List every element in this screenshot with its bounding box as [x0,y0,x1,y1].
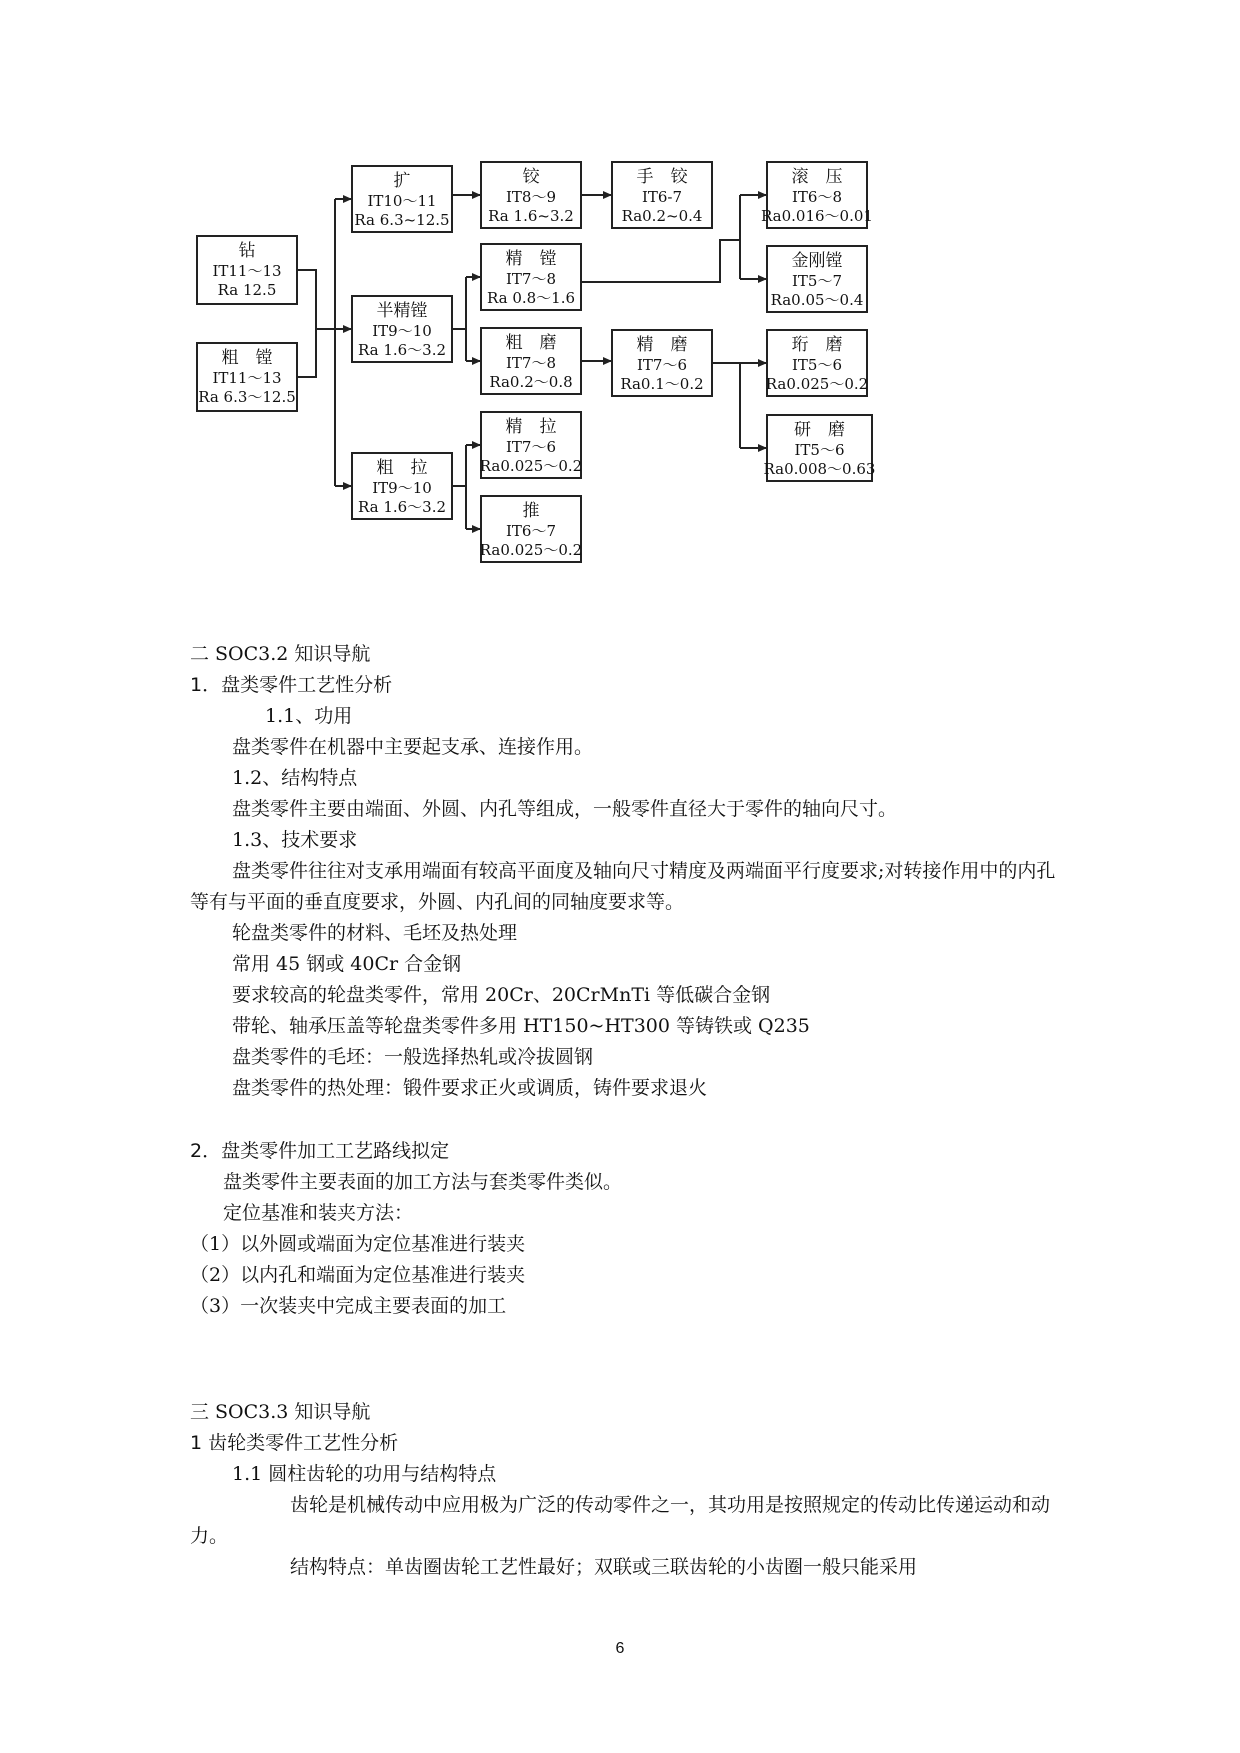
flow-node-spec: Ra0.2～0.8 [489,373,573,391]
section-3-1-title: 1 齿轮类零件工艺性分析 [190,1432,399,1454]
flow-node-jingtang [481,244,581,310]
flow-node-name: 扩 [393,171,411,191]
arrowhead [603,357,612,365]
arrowhead [343,195,352,203]
flow-node-spec: Ra0.05～0.4 [770,291,864,309]
flow-node-cula [352,453,452,519]
flow-node-spec: IT5～6 [794,441,845,459]
arrowhead [472,441,481,449]
flow-node-name: 粗 磨 [505,333,557,353]
flow-node-tui [480,496,582,562]
arrowhead [758,359,767,367]
arrowhead [758,275,767,283]
clamping-item-1: （1）以外圆或端面为定位基准进行装夹 [190,1233,526,1255]
flow-node-kuo [352,166,452,232]
section-2-1-3-text: 盘类零件往往对支承用端面有较高平面度及轴向尺寸精度及两端面平行度要求;对转接作用中的内孔等有与平面的垂直度要求，外圆、内孔间的同轴度要求等。 [190,860,1056,913]
arrowhead [603,191,612,199]
clamping-item-2: （2）以内孔和端面为定位基准进行装夹 [190,1264,526,1286]
flow-node-shoujiao [612,162,712,228]
materials-line-1: 常用 45 钢或 40Cr 合金钢 [232,953,462,975]
flow-node-spec: Ra0.008～0.63 [763,460,876,478]
materials-line-4: 盘类零件的毛坯：一般选择热轧或冷拔圆钢 [232,1046,594,1068]
flow-node-name: 粗 拉 [376,458,428,478]
materials-line-3: 带轮、轴承压盖等轮盘类零件多用 HT150~HT300 等铸铁或 Q235 [232,1015,810,1037]
flow-node-spec: IT7～6 [636,356,688,374]
flow-node-spec: Ra0.2~0.4 [621,207,703,225]
flow-node-spec: IT5～7 [791,272,843,290]
flow-node-banjingtang [352,296,452,362]
section-3-1-1-title: 1.1 圆柱齿轮的功用与结构特点 [232,1463,497,1485]
flow-node-spec: Ra 0.8～1.6 [486,289,576,307]
flow-node-spec: IT9～10 [372,479,432,497]
flow-node-spec: IT7～8 [505,354,557,372]
flow-node-hengmo [766,330,868,396]
flow-node-spec: IT8～9 [505,188,557,206]
flow-node-spec: IT6-7 [641,188,683,206]
clamping-item-3: （3）一次装夹中完成主要表面的加工 [190,1295,507,1317]
flow-node-jiao [481,162,581,228]
flow-node-spec: IT7～6 [505,438,557,456]
arrowhead [758,444,767,452]
section-2-2-text-1: 盘类零件主要表面的加工方法与套类零件类似。 [223,1171,623,1193]
flow-node-zuan [197,236,297,304]
flow-node-spec: IT7～8 [505,270,557,288]
flow-node-jingla [480,412,582,478]
flow-node-spec: IT11～13 [212,369,282,387]
page-number: 6 [615,1640,625,1657]
section-2-1-3-title: 1.3、技术要求 [232,829,358,851]
flow-node-spec: Ra 1.6～3.2 [357,341,447,359]
section-2-2-title: 2．盘类零件加工工艺路线拟定 [190,1140,450,1162]
flowchart-nodes [197,162,875,562]
flow-node-spec: Ra0.016～0.01 [761,207,873,225]
arrowhead [472,357,481,365]
section-3-heading: 三 SOC3.3 知识导航 [190,1401,371,1423]
arrowhead [472,191,481,199]
flow-node-spec: Ra0.1～0.2 [620,375,704,393]
flow-node-spec: Ra0.025～0.2 [479,541,583,559]
flow-node-name: 珩 磨 [791,335,843,355]
flow-node-spec: Ra 6.3～12.5 [198,388,296,406]
section-2-heading: 二 SOC3.2 知识导航 [190,643,371,665]
section-2-2-text-2: 定位基准和装夹方法： [223,1202,414,1224]
section-2-1-1-text: 盘类零件在机器中主要起支承、连接作用。 [232,736,594,758]
flow-node-gunya [761,162,873,228]
flow-node-name: 半精镗 [376,301,428,321]
flow-node-name: 滚 压 [791,167,843,187]
flow-node-yanmo [764,415,876,481]
flow-node-spec: IT9～10 [372,322,432,340]
arrowhead [758,191,767,199]
flow-node-jingmo [612,330,712,396]
flow-node-spec: Ra0.025～0.2 [479,457,583,475]
flow-node-name: 精 磨 [636,335,688,355]
flow-node-spec: IT11～13 [212,262,282,280]
flow-node-name: 铰 [522,167,540,187]
connector-inputs [297,270,316,377]
flow-node-name: 精 镗 [505,249,557,269]
arrowhead [472,273,481,281]
arrowhead [343,325,352,333]
flow-node-name: 金刚镗 [791,251,843,271]
section-3-1-1-text: 齿轮是机械传动中应用极为广泛的传动零件之一，其功用是按照规定的传动比传递运动和动力。 [190,1494,1051,1547]
section-2-1-title: 1．盘类零件工艺性分析 [190,674,393,696]
flow-node-spec: IT6～7 [505,522,557,540]
section-2-1-1-title: 1.1、功用 [265,705,353,727]
flow-node-cutang [197,343,297,411]
flow-node-name: 粗 镗 [221,348,273,368]
section-2-1-2-text: 盘类零件主要由端面、外圆、内孔等组成，一般零件直径大于零件的轴向尺寸。 [232,798,898,820]
flow-node-jingangtang [767,246,867,312]
flow-node-spec: IT6～8 [791,188,843,206]
flow-node-name: 研 磨 [794,420,845,440]
arrowhead [343,482,352,490]
materials-line-5: 盘类零件的热处理：锻件要求正火或调质，铸件要求退火 [232,1077,708,1099]
flow-node-spec: Ra 12.5 [217,281,277,299]
materials-line-2: 要求较高的轮盘类零件，常用 20Cr、20CrMnTi 等低碳合金钢 [232,984,771,1006]
flow-node-name: 精 拉 [505,417,557,437]
materials-heading: 轮盘类零件的材料、毛坯及热处理 [232,922,518,944]
section-2-1-2-title: 1.2、结构特点 [232,767,358,789]
flow-node-spec: Ra 6.3~12.5 [354,211,450,229]
connector-jingtang-out [581,240,740,282]
flow-node-name: 手 铰 [636,167,688,187]
flow-node-spec: IT10～11 [367,192,437,210]
flow-node-cumo [481,328,581,394]
flow-node-name: 推 [522,501,540,521]
arrowhead [472,525,481,533]
flow-node-spec: IT5～6 [791,356,843,374]
flow-node-name: 钻 [238,241,256,261]
flow-node-spec: Ra 1.6～3.2 [357,498,447,516]
flow-node-spec: Ra0.025～0.2 [765,375,869,393]
section-3-1-1-text-2: 结构特点：单齿圈齿轮工艺性最好；双联或三联齿轮的小齿圈一般只能采用 [290,1556,918,1578]
flow-node-spec: Ra 1.6~3.2 [488,207,574,225]
machining-flowchart [0,0,1240,600]
